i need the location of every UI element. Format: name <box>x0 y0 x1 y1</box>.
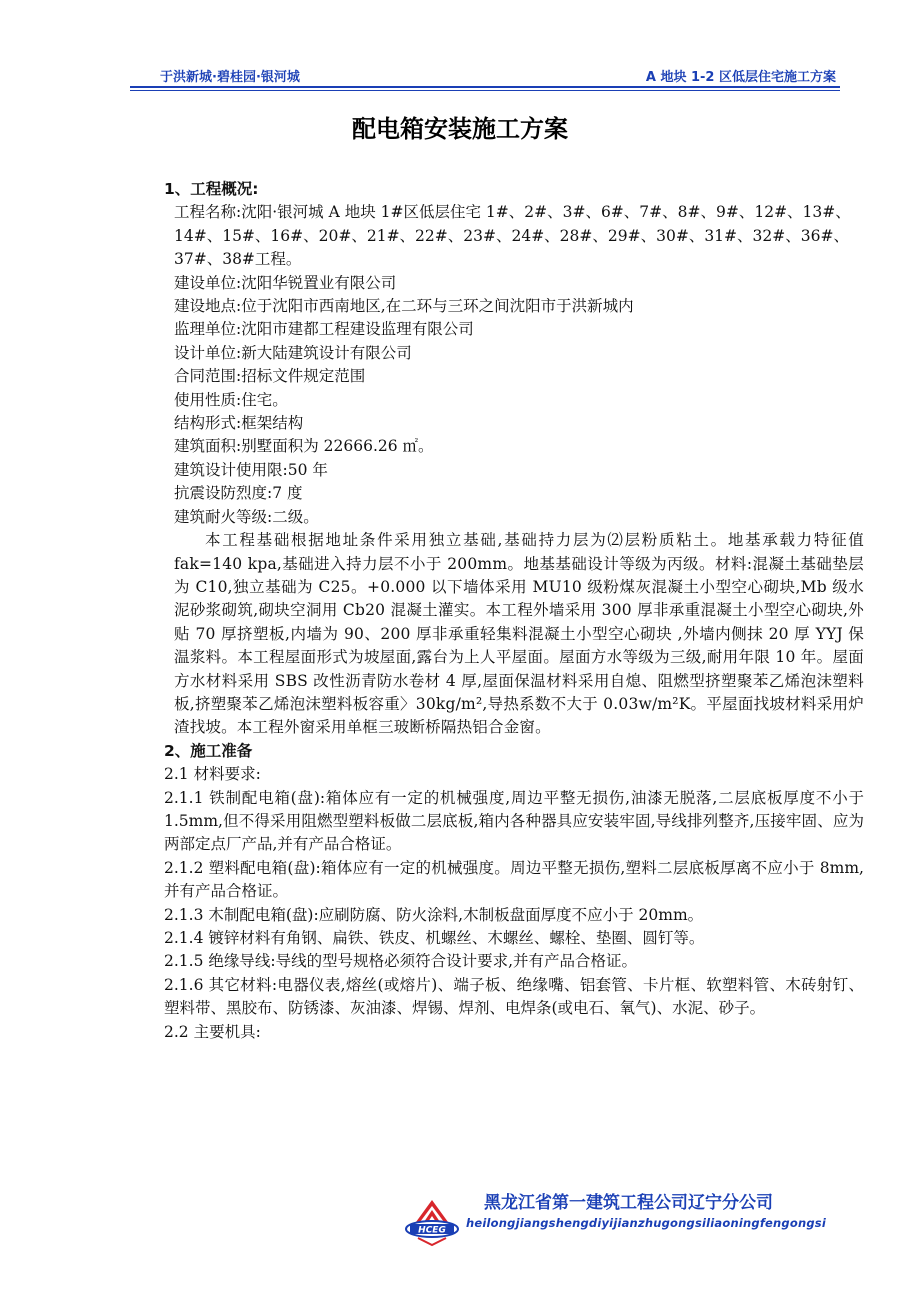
footer-company-en: heilongjiangshengdiyijianzhugongsiliaoningfengongsi <box>466 1216 826 1230</box>
section-1-item: 设计单位:新大陆建筑设计有限公司 <box>174 343 412 362</box>
section-1-item: 建筑面积:别墅面积为 22666.26 ㎡。 <box>174 437 434 456</box>
section-1-item: 建筑耐火等级:二级。 <box>174 507 319 526</box>
section-1-heading: 1、工程概况: <box>164 180 259 198</box>
section-2-line: 2.1.2 塑料配电箱(盘):箱体应有一定的机械强度。周边平整无损伤,塑料二层底板厚离不应小于 8mm,并有产品合格证。 <box>164 858 864 901</box>
section-2-line: 2.1.6 其它材料:电器仪表,熔丝(或熔片)、端子板、绝缘嘴、铝套管、卡片框、软塑料管、木砖射钉、塑料带、黑胶布、防锈漆、灰油漆、焊锡、焊剂、电焊条(或电石、氧气)、水泥、砂子。 <box>164 975 864 1018</box>
section-2-line: 2.1 材料要求: <box>164 765 261 784</box>
section-2-line: 2.1.4 镀锌材料有角钢、扁铁、铁皮、机螺丝、木螺丝、螺栓、垫圈、圆钉等。 <box>164 929 705 947</box>
section-1-item: 建筑设计使用限:50 年 <box>174 460 328 479</box>
section-1-item: 使用性质:住宅。 <box>174 390 288 409</box>
section-2-line: 2.2 主要机具: <box>164 1022 261 1041</box>
section-2-line: 2.1.3 木制配电箱(盘):应刷防腐、防火涂料,木制板盘面厚度不应小于 20mm。 <box>164 905 704 924</box>
section-1-item: 抗震设防烈度:7 度 <box>174 484 303 503</box>
section-1-item: 监理单位:沈阳市建都工程建设监理有限公司 <box>174 320 474 339</box>
company-logo-icon <box>404 1198 460 1248</box>
section-1-item: 合同范围:招标文件规定范围 <box>174 367 366 386</box>
header-left-text: 于洪新城·碧桂园·银河城 <box>160 70 300 85</box>
section-2-line: 2.1.1 铁制配电箱(盘):箱体应有一定的机械强度,周边平整无损伤,油漆无脱落,二层底板厚度不小于 1.5mm,但不得采用阻燃型塑料板做二层底板,箱内各种器具应安装牢固,导线排列整齐,压接牢固、应为两部定点厂产品,并有产品合格证。 <box>164 788 864 854</box>
company-logo-text: HCEG <box>418 1225 446 1236</box>
section-2-line: 2.1.5 绝缘导线:导线的型号规格必须符合设计要求,并有产品合格证。 <box>164 952 638 971</box>
document-body <box>164 178 864 1044</box>
header-rule-thin <box>130 90 840 91</box>
section-1-item: 工程名称:沈阳·银河城 A 地块 1#区低层住宅 1#、2#、3#、6#、7#、8#、9#、12#、13#、14#、15#、16#、20#、21#、22#、23#、24#、28#、29#、30#、31#、32#、36#、37#、38#工程。 <box>174 203 851 269</box>
footer-company-cn: 黑龙江省第一建筑工程公司辽宁分公司 <box>484 1193 773 1213</box>
header-right-text: A 地块 1-2 区低层住宅施工方案 <box>645 70 836 85</box>
section-1-item: 建设单位:沈阳华锐置业有限公司 <box>174 273 397 292</box>
section-1-paragraph: 本工程基础根据地址条件采用独立基础,基础持力层为⑵层粉质粘土。地基承载力特征值 fak=140 kpa,基础进入持力层不小于 200mm。地基基础设计等级为丙级。材料:混凝土基础垫层为 C10,独立基础为 C25。+0.000 以下墙体采用 MU10 级粉煤灰混凝土小型空心砌块,Mb 级水泥砂浆砌筑,砌块空洞用 Cb20 混凝土灌实。本工程外墙采用 300 厚非承重混凝土小型空心砌块,外贴 70 厚挤塑板,内墙为 90、200 厚非承重轻集料混凝土小型空心砌块 ,外墙内侧抹 20 厚 YYJ 保温浆料。本工程屋面形式为坡屋面,露台为上人平屋面。屋面方水等级为三级,耐用年限 10 年。屋面方水材料采用 SBS 改性沥青防水卷材 4 厚,屋面保温材料采用自熄、阻燃型挤塑聚苯乙烯泡沫塑料板,挤塑聚苯乙烯泡沫塑料板容重〉30kg/m²,导热系数不大于 0.03w/m²K。平屋面找坡材料采用炉渣找坡。本工程外窗采用单框三玻断桥隔热铝合金窗。 <box>174 531 864 737</box>
header-rule <box>130 86 840 88</box>
section-1-item: 建设地点:位于沈阳市西南地区,在二环与三环之间沈阳市于洪新城内 <box>174 297 634 316</box>
section-1-item: 结构形式:框架结构 <box>174 414 304 433</box>
section-2-heading: 2、施工准备 <box>164 741 253 760</box>
page-title: 配电箱安装施工方案 <box>352 115 568 143</box>
